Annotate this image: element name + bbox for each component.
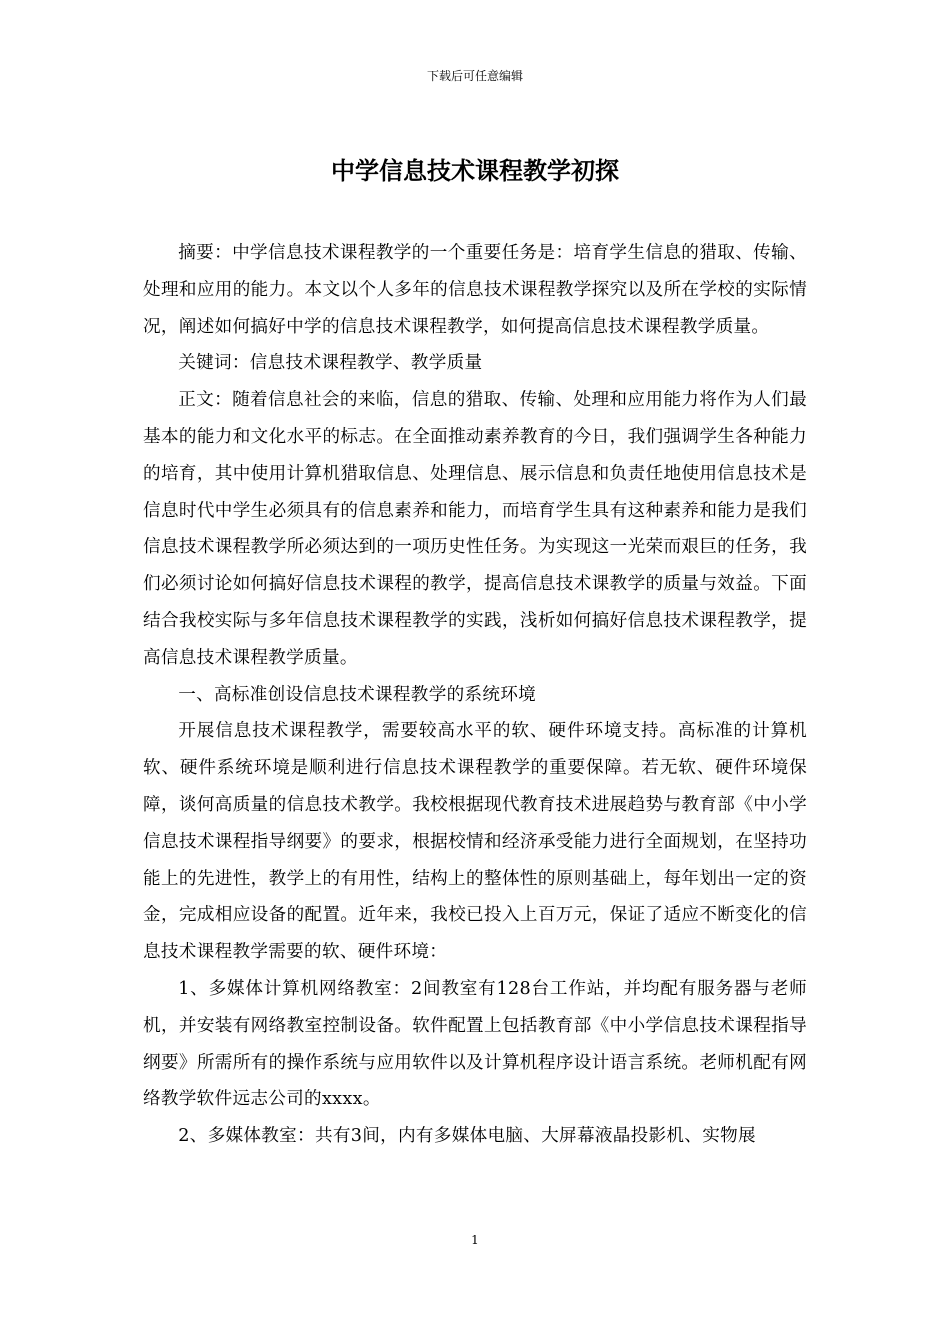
keywords-paragraph: 关键词：信息技术课程教学、教学质量 [178, 353, 483, 374]
main-text-paragraph: 正文：随着信息社会的来临，信息的猎取、传输、处理和应用能力将作为人们最基本的能力和文化水平的标志。在全面推动素养教育的今日，我们强调学生各种能力的培育，其中使用计算机猎取信息、处理信息、展示信息和负责任地使用信息技术是信息时代中学生必须具有的信息素养和能力，而培育学生具有这种素养和能力是我们信息技术课程教学所必须达到的一项历史性任务。为实现这一光荣而艰巨的任务，我们必须讨论如何搞好信息技术课程的教学，提高信息技术课教学的质量与效益。下面结合我校实际与多年信息技术课程教学的实践，浅析如何搞好信息技术课程教学，提高信息技术课程教学质量。 [143, 390, 807, 668]
page-number: 1 [471, 1233, 479, 1247]
document-title: 中学信息技术课程教学初探 [331, 157, 619, 185]
list-item-1: 1、多媒体计算机网络教室：2间教室有128台工作站，并均配有服务器与老师机，并安装有网络教室控制设备。软件配置上包括教育部《中小学信息技术课程指导纲要》所需所有的操作系统与应用软件以及计算机程序设计语言系统。老师机配有网络教学软件远志公司的xxxx。 [143, 978, 807, 1110]
section-paragraph: 开展信息技术课程教学，需要较高水平的软、硬件环境支持。高标准的计算机软、硬件系统环境是顺利进行信息技术课程教学的重要保障。若无软、硬件环境保障，谈何高质量的信息技术教学。我校根据现代教育技术进展趋势与教育部《中小学信息技术课程指导纲要》的要求，根据校情和经济承受能力进行全面规划，在坚持功能上的先进性，教学上的有用性，结构上的整体性的原则基础上，每年划出一定的资金，完成相应设备的配置。近年来，我校已投入上百万元，保证了适应不断变化的信息技术课程教学需要的软、硬件环境： [143, 721, 807, 963]
section-heading: 一、高标准创设信息技术课程教学的系统环境 [178, 684, 537, 705]
header-note: 下载后可任意编辑 [426, 69, 523, 83]
list-item-2: 2、多媒体教室：共有3间，内有多媒体电脑、大屏幕液晶投影机、实物展 [178, 1126, 756, 1147]
abstract-paragraph: 摘要：中学信息技术课程教学的一个重要任务是：培育学生信息的猎取、传输、处理和应用的能力。本文以个人多年的信息技术课程教学探究以及所在学校的实际情况，阐述如何搞好中学的信息技术课程教学，如何提高信息技术课程教学质量。 [143, 243, 807, 337]
document-body [143, 235, 807, 1155]
